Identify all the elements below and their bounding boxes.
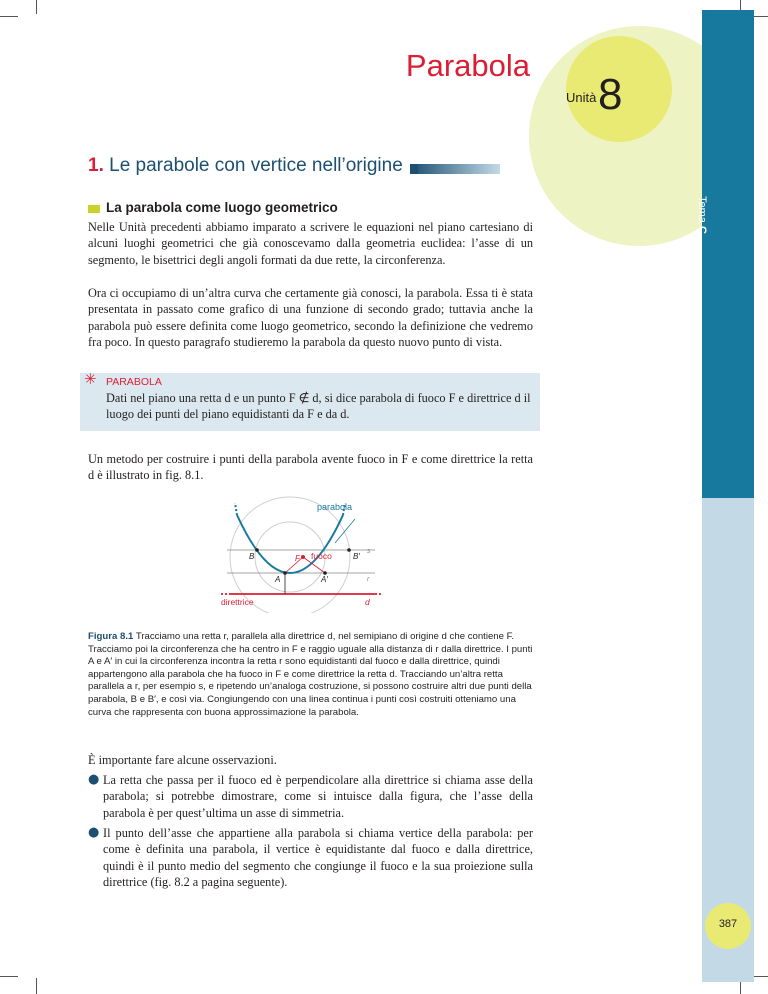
section-number: 1.	[88, 155, 104, 176]
label-s: s	[367, 548, 371, 555]
section-title-bar	[410, 164, 500, 174]
point-A	[283, 571, 287, 575]
tema-letter: C	[696, 225, 708, 234]
focus-point	[301, 555, 305, 559]
point-B-prime	[347, 548, 351, 552]
section-title-text: Le parabole con vertice nell’origine	[109, 155, 403, 176]
figure-caption-label: Figura 8.1	[88, 631, 134, 642]
unit-number: 8	[598, 70, 623, 119]
figure-caption	[88, 631, 538, 719]
subsection-marker-icon	[88, 205, 100, 213]
section-title	[88, 155, 403, 177]
label-A-prime: A′	[321, 575, 328, 584]
parabola-curve	[237, 515, 343, 573]
parabola-leader	[335, 519, 355, 543]
definition-text: Dati nel piano una retta d e un punto F ∉ d, si dice parabola di fuoco F e direttrice d il luogo dei punti del piano equidistanti da F e da d.	[106, 391, 531, 421]
label-parabola: parabola	[317, 502, 353, 512]
construction-circle-large	[230, 497, 353, 613]
page-number: 387	[718, 918, 738, 930]
parabola-figure	[215, 495, 395, 613]
section-title-bar-start	[410, 164, 418, 174]
sparkle-icon: ✳	[84, 371, 97, 388]
tema-word: Tema	[696, 196, 708, 223]
page-title: Parabola	[405, 48, 530, 83]
tema-label	[696, 196, 728, 256]
label-B: B	[249, 552, 255, 561]
unit-label: Unità	[566, 90, 597, 105]
label-fuoco: fuoco	[311, 551, 332, 561]
paragraph-parabola: Ora ci occupiamo di un’altra curva che certamente già conosci, la parabola. Essa ti è stata presentata in passato come grafico di una funzione di secondo grado; tuttavia anche la parabola può essere definita come luogo geometrico, secondo la definizione che vedremo fra poco. In questo paragrafo studieremo la parabola da questo nuovo punto di vista.	[88, 286, 533, 349]
bullet-icon: ●	[88, 825, 100, 840]
paragraph-intro: Nelle Unità precedenti abbiamo imparato a scrivere le equazioni nel piano cartesiano di alcuni luoghi geometrici che già conoscevamo dalla geometria euclidea: l’asse di un segmento, le bisettrici degli angoli formati da due rette, la circonferenza.	[88, 220, 533, 267]
observations-intro: È importante fare alcune osservazioni.	[88, 753, 277, 767]
subsection-title: La parabola come luogo geometrico	[106, 200, 338, 215]
definition-label: PARABOLA	[106, 376, 162, 388]
point-B	[255, 548, 259, 552]
parabola-dash-left	[235, 503, 237, 515]
paragraph-method: Un metodo per costruire i punti della parabola avente fuoco in F e come direttrice la retta d è illustrato in fig. 8.1.	[88, 452, 533, 483]
label-r: r	[367, 576, 370, 583]
bullet-vertice: Il punto dell’asse che appartiene alla parabola si chiama vertice della parabola: per come è definita una parabola, il vertice è equidistante dal fuoco e dalla direttrice, quindi è il punto medio del segmento che congiunge il fuoco e la sua proiezione sulla direttrice (fig. 8.2 a pagina seguente).	[103, 826, 533, 889]
label-d: d	[365, 597, 370, 607]
label-direttrice: direttrice	[221, 597, 254, 607]
bullet-asse: La retta che passa per il fuoco ed è perpendicolare alla direttrice si chiama asse della parabola; si potrebbe dimostrare, come si intuisce dalla figura, che l’asse della parabola è per quest’ultima un asse di simmetria.	[103, 773, 533, 820]
label-F: F	[295, 554, 300, 563]
figure-caption-text: Tracciamo una retta r, parallela alla direttrice d, nel semipiano di origine d che contiene F. Tracciamo poi la circonferenza che ha centro in F e raggio uguale alla distanza di r dalla direttrice. I punti A e A′ in cui la circonferenza incontra la retta r sono equidistanti dal fuoco e dalla direttrice, quindi appartengono alla parabola che ha fuoco in F e come direttrice la retta d. Tracciando un’altra retta parallela a r, per esempio s, e ripetendo un’analoga costruzione, si possono costruire altri due punti della parabola, B e B′, e così via. Congiungendo con una linea continua i punti così costruiti otteniamo una curva che rappresenta con buona approssimazione la parabola.	[88, 631, 533, 718]
label-B-prime: B′	[353, 552, 360, 561]
bullet-icon: ●	[88, 772, 100, 787]
label-A: A	[275, 575, 281, 584]
